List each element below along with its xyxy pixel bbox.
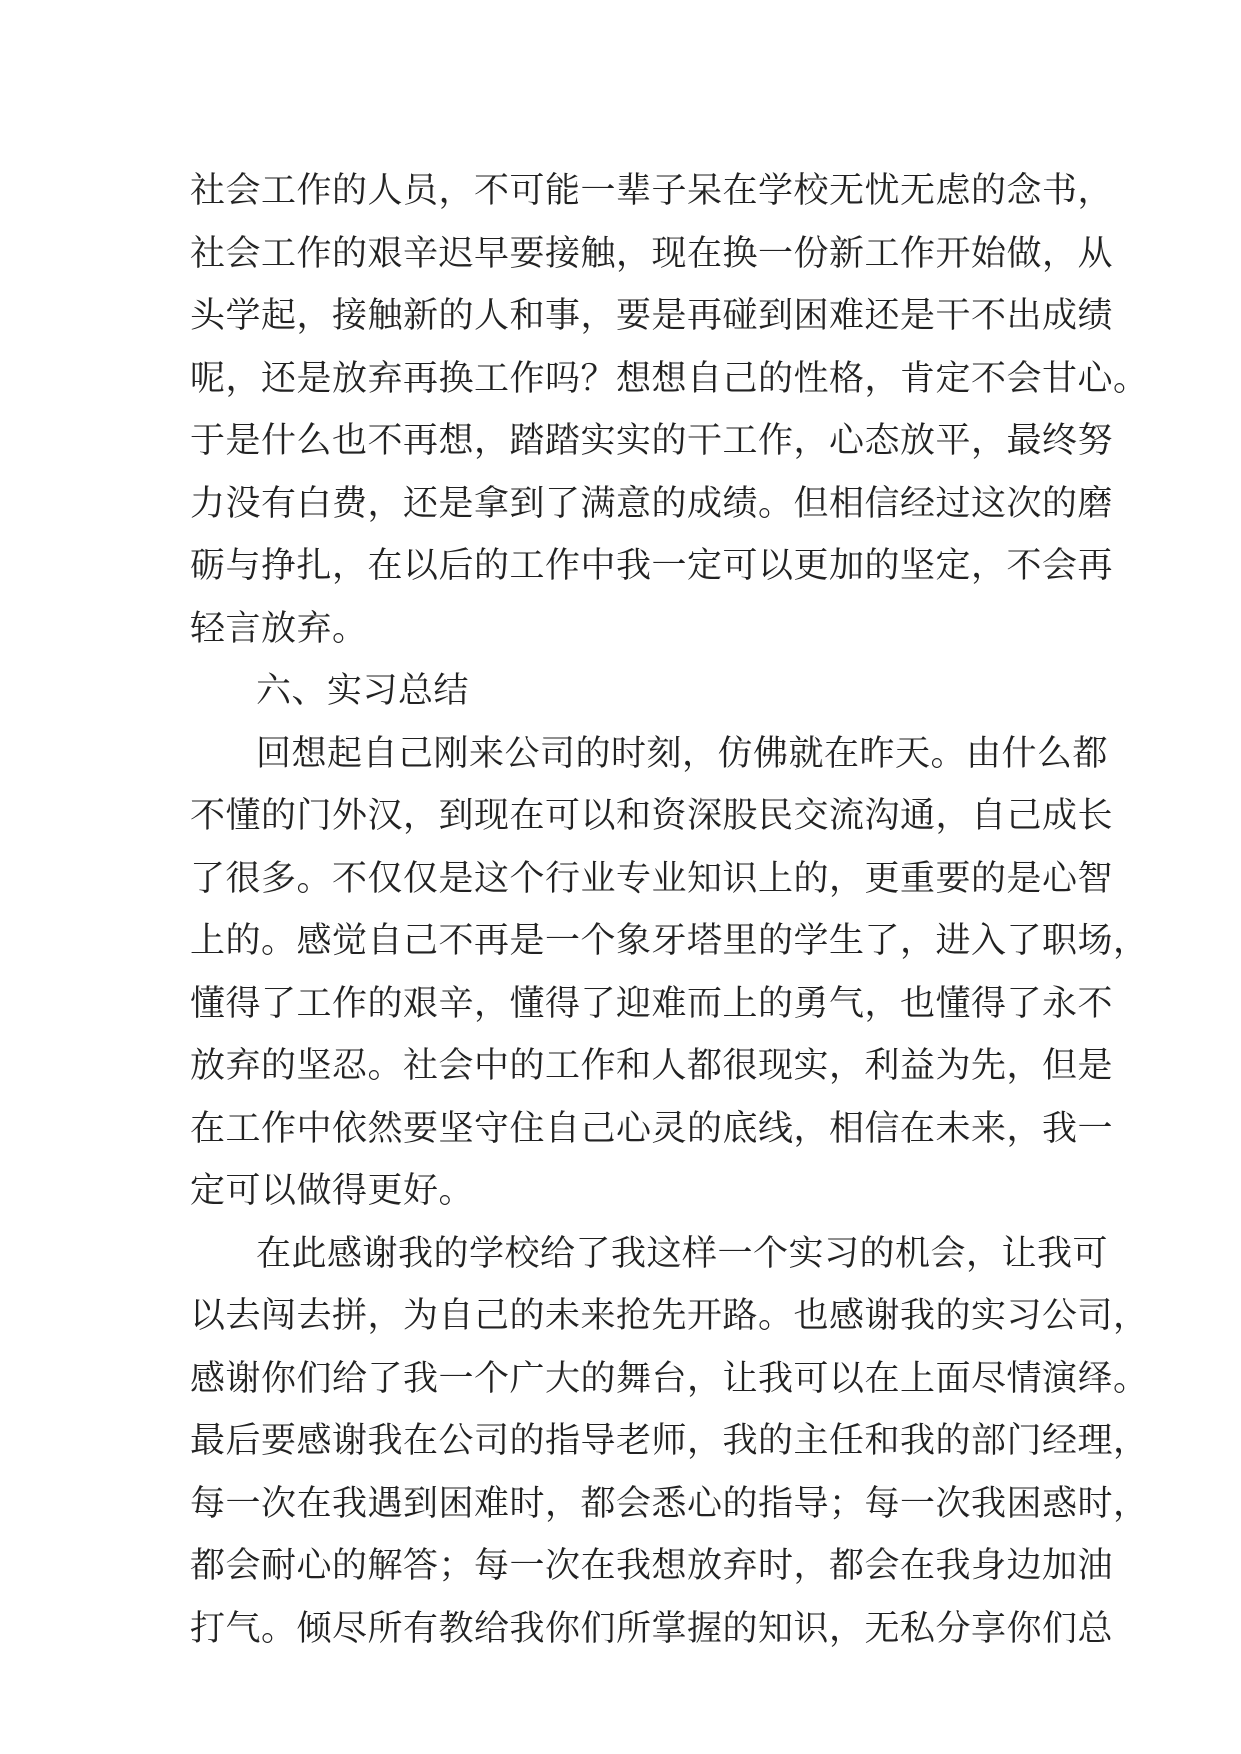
text-line: 最后要感谢我在公司的指导老师，我的主任和我的部门经理，	[190, 1421, 1149, 1461]
text-line: 社会工作的艰辛迟早要接触，现在换一份新工作开始做，从	[190, 233, 1114, 274]
text-line: 于是什么也不再想，踏踏实实的干工作，心态放平，最终努	[190, 421, 1114, 461]
text-line: 在工作中依然要坚守住自己心灵的底线，相信在未来，我一	[190, 1108, 1114, 1149]
text-line: 不懂的门外汉，到现在可以和资深股民交流沟通，自己成长	[190, 796, 1114, 836]
text-line: 砺与挣扎，在以后的工作中我一定可以更加的坚定，不会再	[190, 546, 1114, 586]
text-line: 定可以做得更好。	[190, 1171, 475, 1211]
text-line: 轻言放弃。	[190, 608, 368, 649]
text-line: 力没有白费，还是拿到了满意的成绩。但相信经过这次的磨	[190, 483, 1114, 524]
text-line: 都会耐心的解答；每一次在我想放弃时，都会在我身边加油	[190, 1546, 1114, 1586]
text-line: 每一次在我遇到困难时，都会悉心的指导；每一次我困惑时，	[190, 1483, 1149, 1524]
text-line: 感谢你们给了我一个广大的舞台，让我可以在上面尽情演绎。	[190, 1358, 1149, 1399]
text-line: 回想起自己刚来公司的时刻，仿佛就在昨天。由什么都	[256, 733, 1109, 774]
text-line: 打气。倾尽所有教给我你们所掌握的知识，无私分享你们总	[190, 1608, 1114, 1649]
text-line: 上的。感觉自己不再是一个象牙塔里的学生了，进入了职场，	[190, 921, 1149, 961]
section-heading: 六、实习总结	[256, 671, 470, 711]
text-line: 放弃的坚忍。社会中的工作和人都很现实，利益为先，但是	[190, 1046, 1114, 1086]
text-line: 懂得了工作的艰辛，懂得了迎难而上的勇气，也懂得了永不	[190, 983, 1114, 1024]
text-line: 了很多。不仅仅是这个行业专业知识上的，更重要的是心智	[190, 858, 1114, 899]
text-line: 社会工作的人员，不可能一辈子呆在学校无忧无虑的念书，	[190, 171, 1114, 211]
text-line: 呢，还是放弃再换工作吗？想想自己的性格，肯定不会甘心。	[190, 358, 1149, 399]
text-line: 以去闯去拼，为自己的未来抢先开路。也感谢我的实习公司，	[190, 1296, 1149, 1336]
text-line: 在此感谢我的学校给了我这样一个实习的机会，让我可	[256, 1233, 1109, 1274]
body-text	[190, 160, 1149, 1660]
text-line: 头学起，接触新的人和事，要是再碰到困难还是干不出成绩	[190, 296, 1114, 336]
